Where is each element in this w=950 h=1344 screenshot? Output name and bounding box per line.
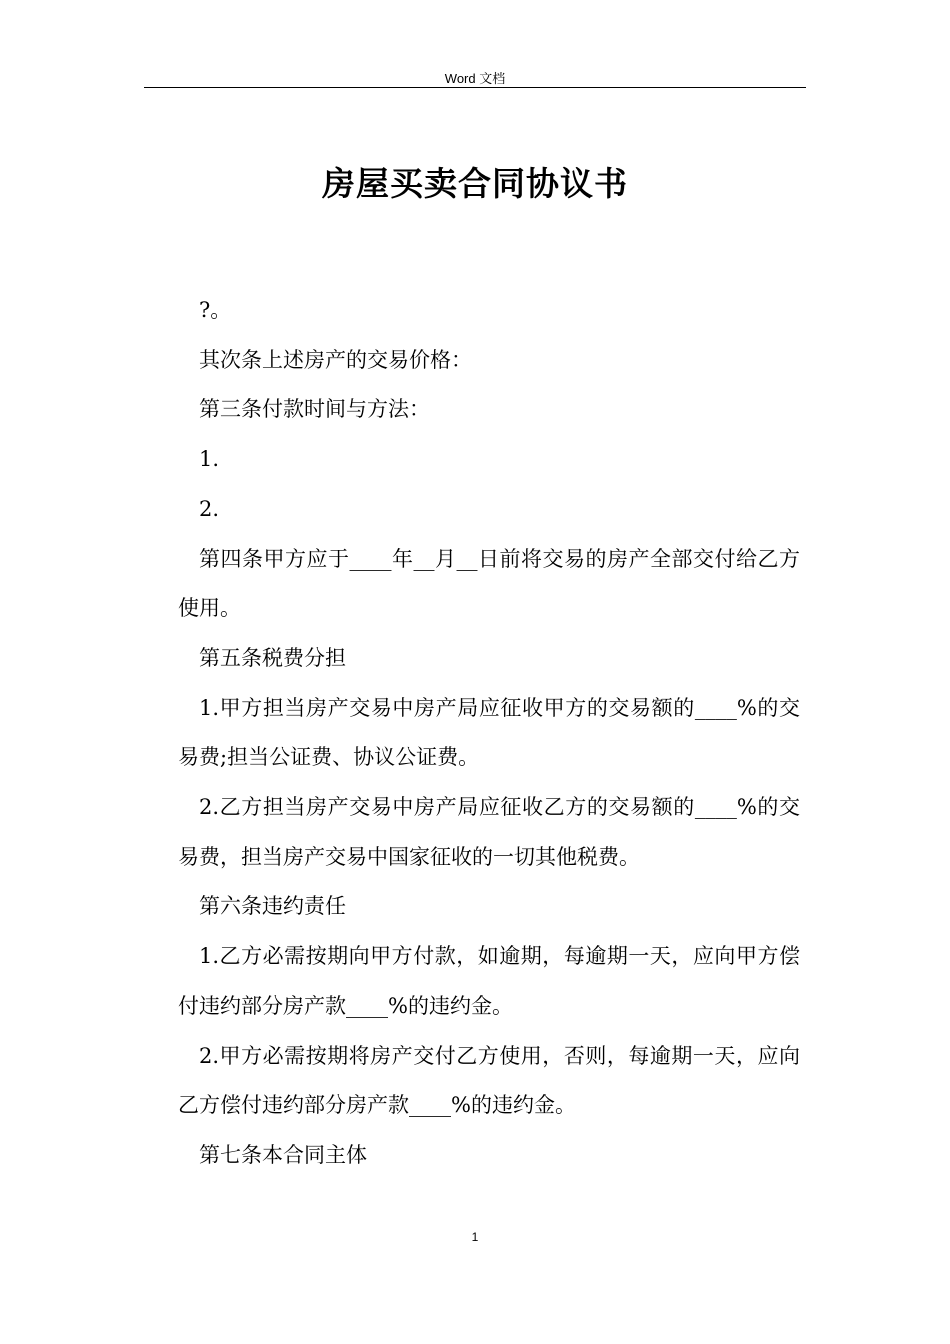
paragraph: 第七条本合同主体	[199, 1142, 367, 1167]
paragraph: ?。	[199, 298, 232, 322]
header-divider	[144, 87, 806, 88]
page-header-text: Word 文档	[444, 71, 506, 86]
document-body	[178, 286, 800, 1181]
page-number: 1	[471, 1230, 479, 1244]
paragraph: 2.	[199, 496, 220, 521]
paragraph: 第六条违约责任	[199, 894, 346, 919]
paragraph: 2.乙方担当房产交易中房产局应征收乙方的交易额的____%的交易费，担当房产交易中国家征收的一切其他税费。	[178, 795, 800, 869]
paragraph: 1.甲方担当房产交易中房产局应征收甲方的交易额的____%的交易费;担当公证费、协议公证费。	[178, 695, 800, 770]
paragraph: 第四条甲方应于____年__月__日前将交易的房产全部交付给乙方使用。	[178, 546, 800, 621]
paragraph: 2.甲方必需按期将房产交付乙方使用，否则，每逾期一天，应向乙方偿付违约部分房产款____%的违约金。	[178, 1043, 800, 1118]
paragraph: 第三条付款时间与方法：	[199, 397, 430, 422]
paragraph: 1.乙方必需按期向甲方付款，如逾期，每逾期一天，应向甲方偿付违约部分房产款____%的违约金。	[178, 944, 800, 1018]
document-title: 房屋买卖合同协议书	[322, 164, 628, 203]
paragraph: 第五条税费分担	[199, 645, 346, 670]
paragraph: 1.	[199, 447, 220, 472]
paragraph: 其次条上述房产的交易价格：	[199, 347, 472, 372]
